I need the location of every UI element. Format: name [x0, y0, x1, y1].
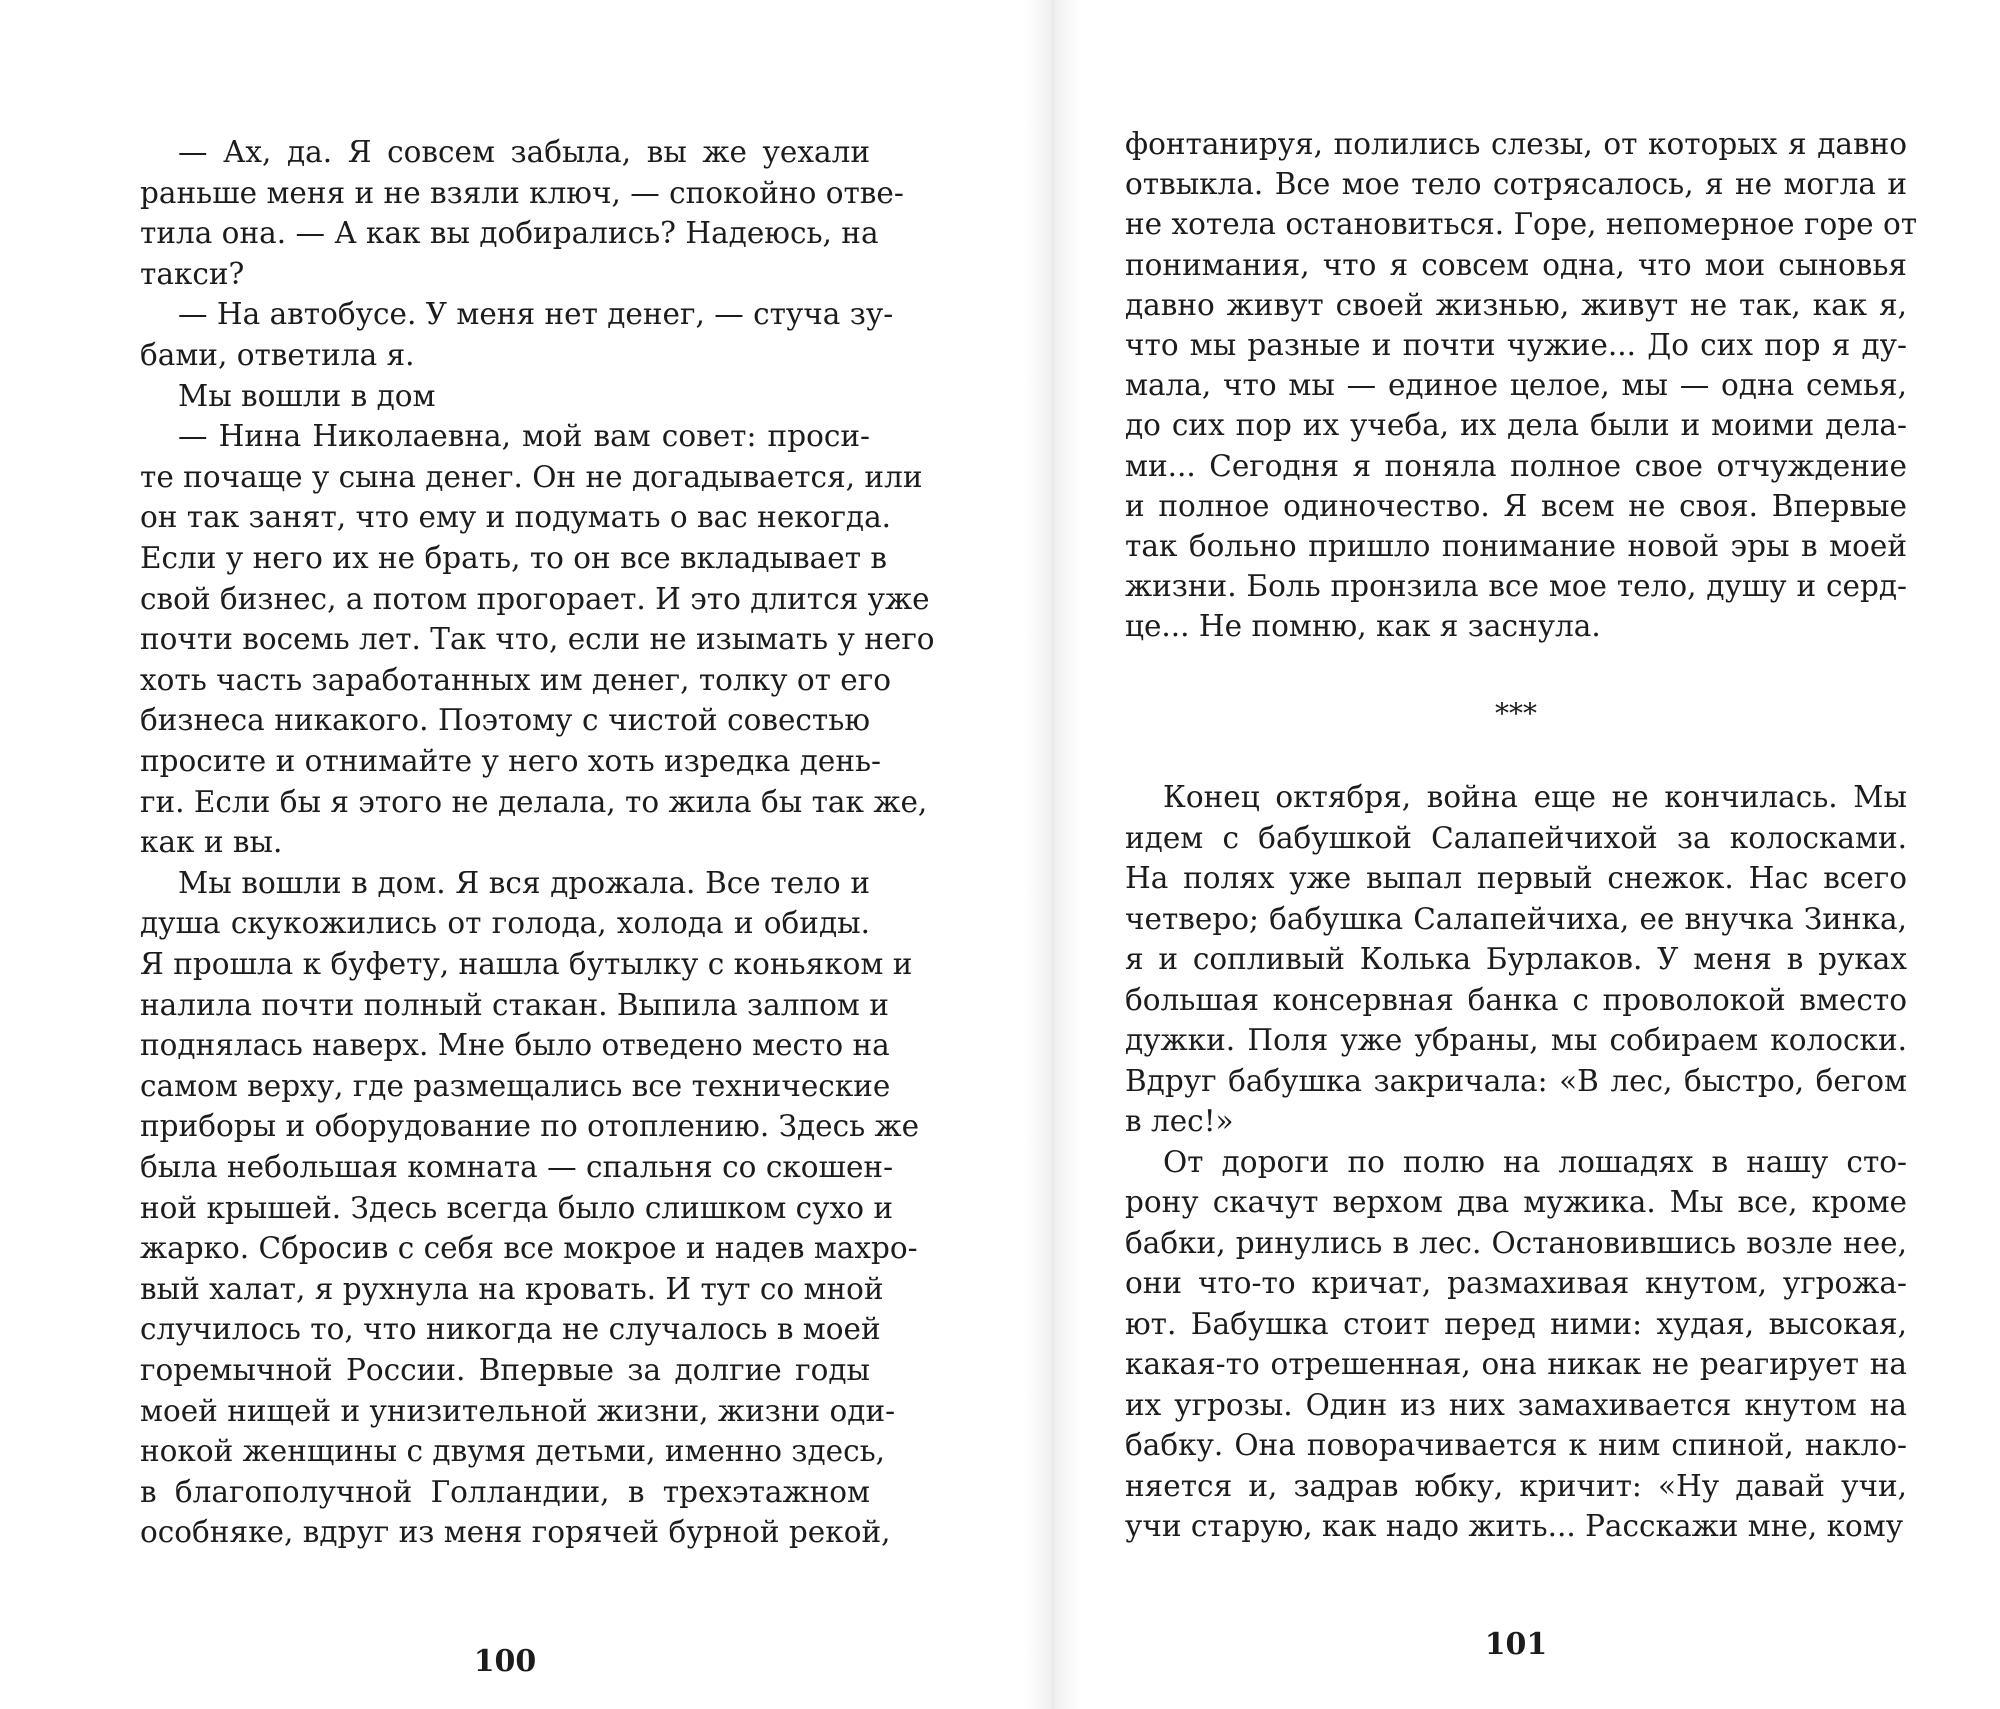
text-line: отвыкла. Все мое тело сотрясалось, я не могла и	[1125, 167, 1907, 202]
text-line: четверо; бабушка Салапейчиха, ее внучка Зинка,	[1125, 901, 1907, 936]
text-line: как и вы.	[140, 825, 283, 860]
text-line: бабки, ринулись в лес. Остановившись возле нее,	[1125, 1225, 1907, 1260]
text-line: они что-то кричат, размахивая кнутом, угрожа-	[1125, 1266, 1907, 1300]
text-line: вый халат, я рухнула на кровать. И тут со мной	[140, 1271, 884, 1306]
text-line: — Ах, да. Я совсем забыла, вы же уехали	[178, 135, 870, 169]
text-line: бами, ответила я.	[140, 338, 415, 372]
text-line: я и сопливый Колька Бурлаков. У меня в руках	[1125, 942, 1907, 976]
text-line: такси?	[140, 256, 245, 291]
text-line: хоть часть заработанных им денег, толку от его	[140, 662, 891, 697]
text-line: особняке, вдруг из меня горячей бурной рекой,	[140, 1515, 891, 1550]
text-line: Я прошла к буфету, нашла бутылку с коньяком и	[140, 947, 913, 981]
text-line: так больно пришло понимание новой эры в моей	[1125, 529, 1907, 563]
text-line: няется и, задрав юбку, кричит: «Ну давай учи,	[1125, 1468, 1907, 1503]
text-line: и полное одиночество. Я всем не своя. Впервые	[1125, 488, 1907, 523]
text-line: — Нина Николаевна, мой вам совет: проси-	[178, 419, 870, 454]
text-line: понимания, что я совсем одна, что мои сыновья	[1125, 247, 1907, 282]
text-line: те почаще у сына денег. Он не догадывается, или	[140, 459, 923, 494]
text-line: ми... Сегодня я поняла полное свое отчуждение	[1125, 448, 1907, 483]
text-line: в лес!»	[1125, 1104, 1234, 1138]
text-line: почти восемь лет. Так что, если не изымать у него	[140, 622, 935, 657]
text-line: их угрозы. Один из них замахивается кнутом на	[1125, 1387, 1907, 1422]
text-line: ют. Бабушка стоит перед ними: худая, высокая,	[1125, 1306, 1907, 1341]
text-line: раньше меня и не взяли ключ, — спокойно отве-	[140, 175, 904, 210]
text-line: жарко. Сбросив с себя все мокрое и надев махро-	[140, 1231, 918, 1266]
text-line: моей нищей и унизительной жизни, жизни оди-	[140, 1393, 896, 1428]
text-line: — На автобусе. У меня нет денег, — стуча зу-	[178, 297, 894, 332]
text-line: свой бизнес, а потом прогорает. И это длится уже	[140, 581, 930, 616]
text-line: ной крышей. Здесь всегда было слишком сухо и	[140, 1190, 893, 1225]
text-line: фонтанируя, полились слезы, от которых я давно	[1125, 127, 1907, 161]
text-line: Конец октября, война еще не кончилась. Мы	[1163, 780, 1907, 814]
text-line: учи старую, как надо жить... Расскажи мне, кому	[1125, 1509, 1904, 1543]
text-line: душа скукожились от голода, холода и обиды.	[140, 906, 870, 941]
text-line: он так занят, что ему и подумать о вас некогда.	[140, 500, 892, 535]
text-line: На полях уже выпал первый снежок. Нас всего	[1125, 861, 1907, 895]
text-line: идем с бабушкой Салапейчихой за колосками.	[1125, 820, 1907, 855]
text-line: Мы вошли в дом	[178, 378, 436, 413]
text-line: налила почти полный стакан. Выпила залпом и	[140, 987, 889, 1022]
text-line: мала, что мы — единое целое, мы — одна семья,	[1125, 368, 1907, 403]
text-line: большая консервная банка с проволокой вместо	[1125, 982, 1907, 1017]
section-separator: ***	[1495, 697, 1537, 730]
text-line: до сих пор их учеба, их дела были и моими дела-	[1125, 408, 1907, 443]
text-line: бабку. Она поворачивается к ним спиной, накло-	[1125, 1428, 1907, 1462]
text-line: какая-то отрешенная, она никак не реагирует на	[1125, 1347, 1907, 1381]
text-line: поднялась наверх. Мне было отведено место на	[140, 1028, 890, 1063]
text-line: дужки. Поля уже убраны, мы собираем колоски.	[1125, 1023, 1907, 1057]
text-line: просите и отнимайте у него хоть изредка день-	[140, 744, 882, 778]
book-gutter	[1025, 0, 1081, 1709]
text-line: Вдруг бабушка закричала: «В лес, быстро, бегом	[1125, 1063, 1907, 1098]
text-line: была небольшая комната — спальня со скошен-	[140, 1150, 894, 1184]
page-number-left: 100	[473, 1644, 537, 1679]
text-line: ги. Если бы я этого не делала, то жила бы так же,	[140, 784, 928, 819]
text-line: тила она. — А как вы добирались? Надеюсь, на	[140, 216, 879, 251]
text-line: горемычной России. Впервые за долгие годы	[140, 1353, 870, 1387]
page-number-right: 101	[1484, 1627, 1548, 1662]
text-line: в благополучной Голландии, в трехэтажном	[140, 1474, 870, 1509]
text-line: бизнеса никакого. Поэтому с чистой совестью	[140, 703, 870, 738]
text-line: Если у него их не брать, то он все вкладывает в	[140, 541, 888, 575]
text-line: жизни. Боль пронзила все мое тело, душу и серд-	[1125, 569, 1907, 604]
text-line: От дороги по полю на лошадях в нашу сто-	[1163, 1144, 1907, 1179]
text-line: случилось то, что никогда не случалось в моей	[140, 1312, 881, 1347]
text-line: рону скачут верхом два мужика. Мы все, кроме	[1125, 1185, 1907, 1219]
text-line: не хотела остановиться. Горе, непомерное горе от	[1125, 207, 1918, 242]
text-line: что мы разные и почти чужие... До сих пор я ду-	[1125, 328, 1907, 362]
text-line: самом верху, где размещались все технические	[140, 1068, 891, 1103]
text-line: нокой женщины с двумя детьми, именно здесь,	[140, 1434, 886, 1469]
text-line: давно живут своей жизнью, живут не так, как я,	[1125, 287, 1907, 322]
text-line: це... Не помню, как я заснула.	[1125, 609, 1601, 644]
text-line: Мы вошли в дом. Я вся дрожала. Все тело и	[178, 865, 870, 900]
text-line: приборы и оборудование по отоплению. Здесь же	[140, 1109, 920, 1144]
